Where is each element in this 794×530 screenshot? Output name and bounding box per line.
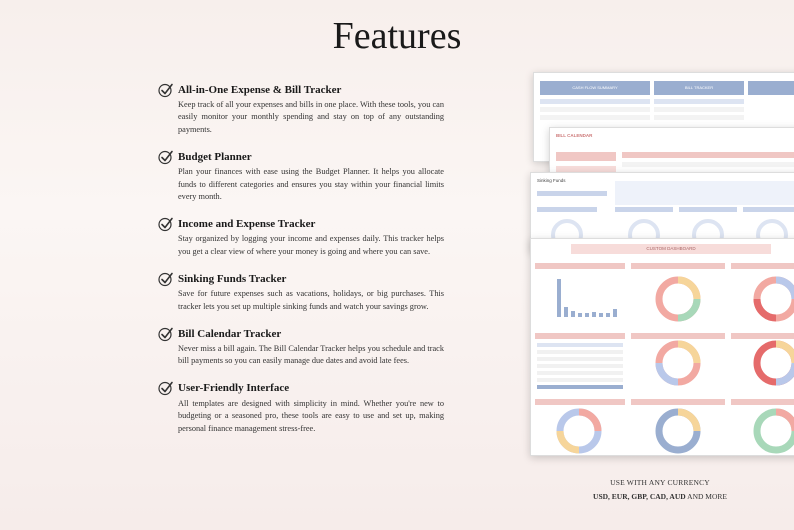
feature-item xyxy=(158,147,444,203)
feature-title: All-in-One Expense & Bill Tracker xyxy=(178,83,342,96)
page-title: Features xyxy=(332,15,462,57)
checkmark-icon xyxy=(158,271,174,287)
sheet-header-extra xyxy=(748,81,794,95)
sheet-row xyxy=(622,162,794,167)
sheet-bar xyxy=(615,207,673,212)
donut-chart xyxy=(757,280,794,318)
donut-chart xyxy=(659,344,697,382)
sheet-summary-row xyxy=(615,181,794,205)
feature-title: User-Friendly Interface xyxy=(178,382,290,395)
checkmark-icon xyxy=(158,82,174,98)
sheet-row xyxy=(654,107,744,112)
sheet-row xyxy=(654,99,744,104)
checkmark-icon xyxy=(158,380,174,396)
sheet-row xyxy=(540,99,650,104)
donut-chart xyxy=(757,344,794,382)
table-rows xyxy=(537,343,623,389)
sheet-row xyxy=(540,115,650,120)
dashboard-title: CUSTOM DASHBOARD xyxy=(571,244,771,254)
sheet-bar xyxy=(537,207,597,212)
sheet-pink-block xyxy=(556,152,616,161)
feature-description: All templates are designed with simplicity in mind. Whether you're new to budgeting or a seasoned pro, these tools are easy to use and set up, making personal finance management stress-free. xyxy=(178,398,444,433)
feature-title: Bill Calendar Tracker xyxy=(178,327,282,340)
feature-description: Keep track of all your expenses and bills in one place. With these tools, you can easily monitor your monthly spending and stay on top of any outstanding payments. xyxy=(178,100,444,134)
sheet-bar xyxy=(537,191,607,196)
currency-codes: USD, EUR, GBP, CAD, AUD xyxy=(593,492,686,501)
feature-item xyxy=(158,80,444,136)
feature-description: Stay organized by logging your income and expenses daily. This tracker helps you get a clear view of where your money is going and where you can save. xyxy=(178,234,444,256)
feature-item xyxy=(158,379,444,435)
donut-chart xyxy=(757,412,794,450)
feature-description: Plan your finances with ease using the Budget Planner. It helps you allocate funds to different categories and ensures you stay within your financial limits every month. xyxy=(178,167,444,202)
donut-chart xyxy=(659,412,697,450)
sheet-title: BILL CALENDAR xyxy=(556,133,593,138)
spreadsheet-mockup-dashboard xyxy=(530,238,794,456)
currency-caption: USE WITH ANY CURRENCY xyxy=(610,478,710,487)
sheet-header: BILL TRACKER xyxy=(654,81,744,95)
sheet-row xyxy=(540,107,650,112)
feature-item xyxy=(158,269,444,313)
currency-suffix: AND MORE xyxy=(685,492,727,501)
sheet-title: Sinking Funds xyxy=(537,178,566,183)
feature-title: Income and Expense Tracker xyxy=(178,217,316,230)
feature-title: Budget Planner xyxy=(178,150,252,163)
sheet-pink-block xyxy=(622,152,794,158)
donut-chart xyxy=(659,280,697,318)
checkmark-icon xyxy=(158,149,174,165)
currency-list xyxy=(560,492,760,501)
checkmark-icon xyxy=(158,216,174,232)
checkmark-icon xyxy=(158,326,174,342)
dashboard-charts xyxy=(531,269,794,456)
feature-description: Save for future expenses such as vacations, holidays, or big purchases. This tracker lets you set up multiple sinking funds and watch your savings grow. xyxy=(178,289,444,311)
sheet-row xyxy=(654,115,744,120)
donut-chart xyxy=(560,412,598,450)
sheet-bar xyxy=(679,207,737,212)
feature-title: Sinking Funds Tracker xyxy=(178,272,287,285)
sheet-header: CASH FLOW SUMMARY xyxy=(540,81,650,95)
sheet-bar xyxy=(743,207,794,212)
feature-item xyxy=(158,214,444,258)
feature-list xyxy=(158,80,444,446)
feature-description: Never miss a bill again. The Bill Calendar Tracker helps you schedule and track bill payments so you can easily manage due dates and avoid late fees. xyxy=(178,344,444,366)
bar-chart xyxy=(557,279,617,317)
feature-item xyxy=(158,324,444,368)
